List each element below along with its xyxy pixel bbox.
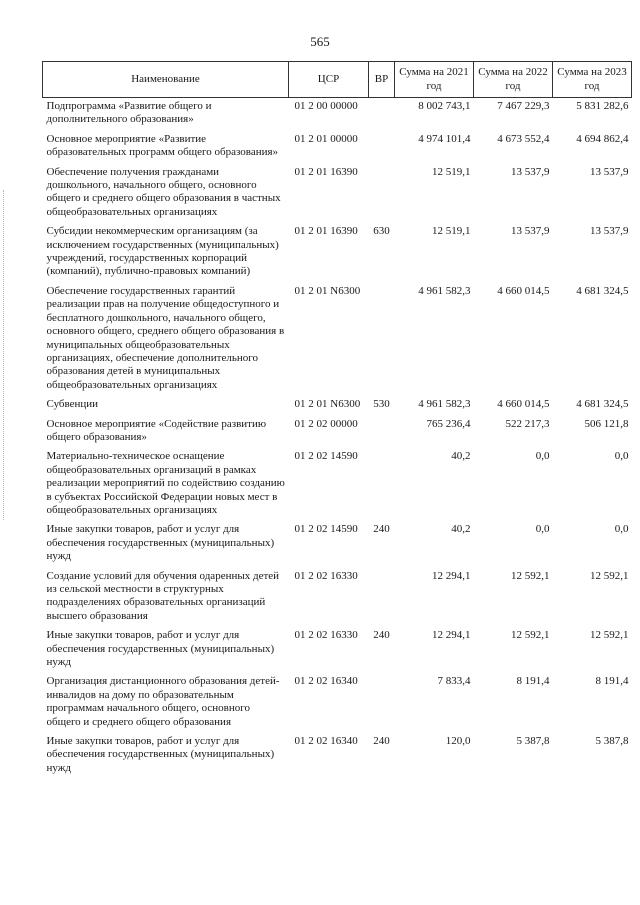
row-sum-2022: 522 217,3	[505, 417, 550, 430]
row-sum-2022: 13 537,9	[511, 165, 550, 178]
row-csr-code: 01 2 01 N6300	[294, 398, 361, 411]
table-row	[43, 98, 632, 131]
row-sum-2023: 4 681 324,5	[576, 284, 629, 297]
row-name: Иные закупки товаров, работ и услуг для обеспечения государственных (муниципальных) нужд	[46, 523, 275, 563]
row-sum-2023: 5 831 282,6	[576, 100, 629, 112]
row-csr-code: 01 2 02 14590	[294, 450, 358, 463]
row-csr-code: 01 2 02 14590	[294, 523, 358, 536]
table-row	[43, 627, 632, 673]
row-vr-code	[369, 283, 395, 396]
row-sum-2021: 12 294,1	[432, 569, 471, 582]
row-sum-2021: 12 294,1	[432, 629, 471, 642]
row-vr-code: 240	[373, 523, 390, 536]
row-vr-code: 530	[373, 398, 390, 411]
table-body	[43, 98, 632, 780]
row-csr-code: 01 2 02 16330	[294, 569, 358, 582]
row-sum-2021: 12 519,1	[432, 165, 471, 178]
row-sum-2022: 7 467 229,3	[497, 100, 550, 112]
row-vr-code	[369, 98, 395, 131]
table-row	[43, 416, 632, 449]
row-sum-2022: 0,0	[535, 450, 550, 463]
row-name: Материально-техническое оснащение общеобразовательных организаций в рамках реализации мероприятий по содействию созданию в субъектах Российской Федерации новых мест в общеобразовательных организациях	[46, 450, 285, 516]
row-sum-2023: 12 592,1	[590, 629, 629, 642]
row-sum-2023: 4 694 862,4	[576, 132, 629, 145]
table-row	[43, 568, 632, 628]
row-name: Иные закупки товаров, работ и услуг для обеспечения государственных (муниципальных) нужд	[46, 629, 275, 669]
row-name: Субсидии некоммерческим организациям (за исключением государственных (муниципальных) учреждений, государственных корпораций (компаний), публично-правовых компаний)	[46, 225, 279, 278]
row-sum-2023: 13 537,9	[590, 165, 629, 178]
row-vr-code	[369, 131, 395, 164]
row-sum-2022: 13 537,9	[511, 225, 550, 238]
table-row	[43, 396, 632, 415]
margin-scan-mark	[3, 190, 8, 520]
row-name: Основное мероприятие «Содействие развитию общего образования»	[46, 417, 267, 443]
row-sum-2022: 12 592,1	[511, 569, 550, 582]
table-row	[43, 521, 632, 567]
row-name: Организация дистанционного образования детей-инвалидов на дому по образовательным программам начального общего, основного общего и среднего общего образования	[46, 675, 280, 728]
row-sum-2022: 4 660 014,5	[497, 284, 550, 297]
row-sum-2023: 13 537,9	[590, 225, 629, 238]
row-csr-code: 01 2 01 16390	[294, 225, 358, 238]
table-row	[43, 223, 632, 283]
row-csr-code: 01 2 02 16330	[294, 629, 358, 642]
table-row	[43, 283, 632, 396]
row-csr-code: 01 2 01 N6300	[294, 284, 361, 297]
row-vr-code	[369, 673, 395, 733]
row-sum-2023: 5 387,8	[595, 735, 629, 748]
row-sum-2021: 4 961 582,3	[418, 398, 471, 411]
row-vr-code	[369, 164, 395, 224]
row-sum-2021: 8 002 743,1	[418, 100, 471, 112]
row-name: Подпрограмма «Развитие общего и дополнительного образования»	[46, 100, 212, 126]
row-vr-code	[369, 416, 395, 449]
row-name: Субвенции	[46, 398, 99, 411]
header-sum-2022: Сумма на 2022 год	[474, 62, 553, 98]
page-number: 565	[310, 34, 330, 49]
row-name: Иные закупки товаров, работ и услуг для обеспечения государственных (муниципальных) нужд	[46, 735, 275, 774]
row-csr-code: 01 2 02 16340	[294, 735, 358, 748]
row-sum-2021: 7 833,4	[437, 675, 471, 688]
header-name: Наименование	[43, 62, 289, 98]
row-sum-2023: 12 592,1	[590, 569, 629, 582]
row-sum-2022: 8 191,4	[516, 675, 550, 688]
header-csr: ЦСР	[289, 62, 369, 98]
row-sum-2023: 0,0	[614, 523, 629, 536]
budget-table	[42, 61, 632, 779]
row-sum-2022: 4 660 014,5	[497, 398, 550, 411]
row-sum-2022: 4 673 552,4	[497, 132, 550, 145]
row-sum-2023: 4 681 324,5	[576, 398, 629, 411]
row-sum-2021: 12 519,1	[432, 225, 471, 238]
table-header	[43, 62, 632, 98]
table-row	[43, 673, 632, 733]
header-vr: ВР	[369, 62, 395, 98]
row-name: Создание условий для обучения одаренных детей из сельской местности в структурных подразделениях образовательных организаций высшего образования	[46, 569, 280, 622]
table-row	[43, 448, 632, 521]
row-vr-code	[369, 568, 395, 628]
row-sum-2022: 0,0	[535, 523, 550, 536]
row-sum-2021: 120,0	[445, 735, 471, 748]
row-csr-code: 01 2 02 00000	[294, 417, 358, 430]
row-csr-code: 01 2 01 00000	[294, 132, 358, 145]
row-vr-code	[369, 448, 395, 521]
row-sum-2021: 765 236,4	[426, 417, 471, 430]
row-csr-code: 01 2 02 16340	[294, 675, 358, 688]
row-sum-2021: 40,2	[451, 450, 471, 463]
header-sum-2023: Сумма на 2023 год	[553, 62, 632, 98]
row-sum-2022: 5 387,8	[516, 735, 550, 748]
row-sum-2023: 8 191,4	[595, 675, 629, 688]
table-row	[43, 733, 632, 779]
row-vr-code: 240	[373, 735, 390, 748]
row-name: Обеспечение получения гражданами дошкольного, начального общего, основного общего и среднего общего образования в частных общеобразовательных организациях	[46, 165, 281, 218]
table-row	[43, 131, 632, 164]
row-sum-2021: 40,2	[451, 523, 471, 536]
row-csr-code: 01 2 00 00000	[294, 100, 358, 112]
row-sum-2023: 506 121,8	[584, 417, 629, 430]
row-sum-2021: 4 961 582,3	[418, 284, 471, 297]
header-sum-2021: Сумма на 2021 год	[395, 62, 474, 98]
row-vr-code: 630	[373, 225, 390, 238]
row-csr-code: 01 2 01 16390	[294, 165, 358, 178]
row-sum-2021: 4 974 101,4	[418, 132, 471, 145]
row-name: Основное мероприятие «Развитие образовательных программ общего образования»	[46, 132, 279, 159]
row-sum-2022: 12 592,1	[511, 629, 550, 642]
row-name: Обеспечение государственных гарантий реализации прав на получение общедоступного и бесплатного дошкольного, начального общего, основного общего, среднего общего образования в муниципальных общеобразовательных организациях, обеспечение дополнительного образования детей в муниципальных общеобразовательных организациях	[46, 284, 285, 391]
row-vr-code: 240	[373, 629, 390, 642]
row-sum-2023: 0,0	[614, 450, 629, 463]
table-row	[43, 164, 632, 224]
